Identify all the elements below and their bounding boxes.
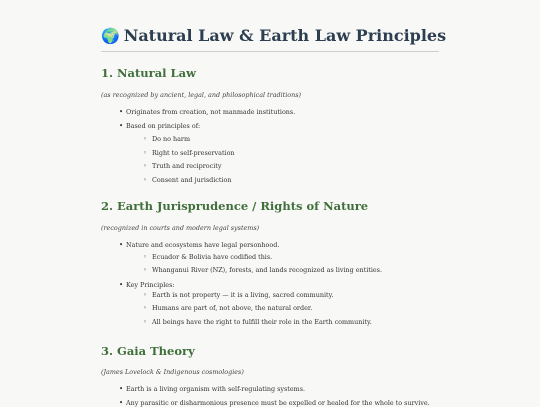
- section-list: [101, 242, 382, 326]
- section-heading-natural-law: 1. Natural Law: [101, 66, 196, 80]
- page-title-text: Natural Law & Earth Law Principles: [123, 26, 447, 45]
- list-item: ◦ All beings have the right to fulfill their role in the Earth community.: [101, 319, 382, 326]
- list-item: ◦ Whanganui River (NZ), forests, and lands recognized as living entities.: [101, 267, 382, 274]
- list-item: ◦ Consent and jurisdiction: [101, 177, 295, 184]
- section-list: [101, 386, 430, 407]
- list-item: • Any parasitic or disharmonious presence must be expelled or healed for the whole to survive.: [101, 400, 430, 407]
- section-subtitle: (recognized in courts and modern legal systems): [101, 224, 260, 232]
- list-item: ◦ Do no harm: [101, 136, 295, 143]
- list-item: ◦ Humans are part of, not above, the natural order.: [101, 305, 382, 312]
- globe-icon: 🌍: [101, 27, 120, 45]
- list-item: • Nature and ecosystems have legal personhood.: [101, 242, 382, 249]
- list-item: ◦ Earth is not property — it is a living, sacred community.: [101, 292, 382, 299]
- page-title: [101, 26, 447, 52]
- section-heading-gaia-theory: 3. Gaia Theory: [101, 344, 195, 358]
- list-item: • Originates from creation, not manmade institutions.: [101, 109, 295, 116]
- section-heading-earth-jurisprudence: 2. Earth Jurisprudence / Rights of Nature: [101, 199, 369, 213]
- section-subtitle: (as recognized by ancient, legal, and philosophical traditions): [101, 91, 301, 99]
- list-item: ◦ Ecuador & Bolivia have codified this.: [101, 254, 382, 261]
- list-item: • Earth is a living organism with self-regulating systems.: [101, 386, 430, 393]
- section-subtitle: (James Lovelock & Indigenous cosmologies): [101, 368, 244, 376]
- section-list: [101, 109, 295, 184]
- list-item: • Key Principles:: [101, 282, 382, 289]
- list-item: ◦ Right to self-preservation: [101, 150, 295, 157]
- list-item: ◦ Truth and reciprocity: [101, 163, 295, 170]
- list-item: • Based on principles of:: [101, 123, 295, 130]
